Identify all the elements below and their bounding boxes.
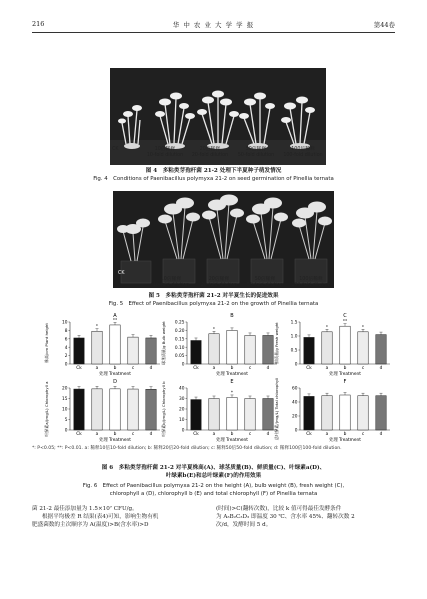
fig6-caption-cn-2: 叶绿素b(E)和总叶绿素(F)的作用效果 — [165, 473, 262, 479]
bar-b — [227, 330, 237, 364]
y-tick-label: 0 — [294, 362, 298, 368]
y-tick-label: 0 — [294, 428, 298, 434]
fig6-caption-en-1: Fig. 6 Effect of Paenibacillus polymyxa 21-2 on the height (A), bulb weight (B), fresh weight (C), — [82, 483, 345, 489]
panel-letter: A — [113, 313, 117, 319]
x-axis-label: 处理 Treatment — [329, 438, 361, 443]
y-tick-label: 40 — [292, 400, 298, 406]
fig4-label-100: 100倍稀释 100-fold dilution — [283, 147, 323, 158]
y-tick-label: 0 — [181, 362, 185, 368]
chart-panel-E — [161, 379, 277, 443]
body-right-line-2: 为 A₃B₂C₃D₃ 即温度 30 ℃、含水率 45%、翻转次数 2 — [216, 514, 355, 520]
y-tick-label: 0 — [64, 362, 68, 368]
y-tick-label: 5 — [64, 418, 68, 424]
bar-d — [376, 396, 386, 430]
y-axis-label: 叶绿素a/(mg/L) Chlorophyll a — [44, 381, 49, 437]
x-axis-label: 处理 Treatment — [99, 438, 131, 443]
bar-d — [376, 335, 386, 364]
chart-panel-C — [274, 313, 390, 377]
x-tick-label: c — [131, 432, 135, 437]
x-tick-label: a — [325, 366, 329, 371]
x-tick-label: b — [343, 432, 347, 437]
y-tick-label: 1.5 — [290, 320, 298, 326]
y-tick-label: 0.25 — [174, 320, 185, 326]
y-tick-label: 8 — [64, 329, 68, 334]
page-number: 216 — [32, 20, 45, 28]
y-tick-label: 0 — [64, 428, 68, 434]
x-tick-label: b — [343, 366, 347, 371]
body-right-line-1: (时间)>C(翻转次数)，比较 k 值可得最佳发酵条件 — [216, 506, 342, 512]
y-tick-label: 30 — [179, 397, 185, 403]
fig5-label-50: 50倍稀释 50-fold dilution — [246, 277, 284, 288]
fig5-label-ck: CK — [118, 271, 125, 276]
bar-c — [358, 396, 368, 430]
y-axis-label: 叶绿素b/(mg/L) Chlorophyll b — [161, 381, 166, 437]
significance-label: * — [230, 390, 234, 396]
bar-d — [263, 399, 273, 431]
bar-a — [322, 396, 332, 430]
x-tick-label: a — [95, 366, 99, 371]
body-right-column — [216, 505, 396, 529]
bar-Ck — [74, 389, 84, 430]
x-tick-label: a — [212, 432, 216, 437]
y-tick-label: 0.20 — [174, 329, 185, 334]
bar-c — [358, 332, 368, 364]
volume-label: 第44卷 — [373, 21, 395, 29]
x-tick-label: b — [230, 432, 234, 437]
bar-d — [146, 389, 156, 430]
x-tick-label: d — [266, 366, 270, 371]
significance-label: ** — [112, 318, 118, 324]
fig6-caption-cn-1: 图 6 多粘类芽孢杆菌 21-2 对半夏株高(A)、球茎质量(B)、鲜质量(C)、叶绿素a(D)、 — [101, 465, 326, 471]
x-tick-label: b — [113, 432, 117, 437]
fig5-label-100: 100倍稀释 100-fold dilution — [291, 277, 331, 288]
chart-panel-D — [44, 379, 160, 443]
x-tick-label: c — [131, 366, 135, 371]
bar-b — [227, 397, 237, 430]
x-axis-label: 处理 Treatment — [216, 438, 248, 443]
significance-label: * — [95, 324, 99, 330]
x-tick-label: c — [361, 432, 365, 437]
x-axis-label: 处理 Treatment — [216, 372, 248, 377]
y-tick-label: 0.05 — [174, 354, 185, 360]
bar-a — [209, 399, 219, 431]
body-right-line-3: 次/d，发酵时间 5 d。 — [216, 522, 272, 528]
y-axis-label: 鲜质量/g Fresh weight — [274, 322, 279, 364]
bar-d — [146, 338, 156, 364]
bar-Ck — [304, 337, 314, 364]
x-tick-label: d — [379, 432, 383, 437]
bar-a — [209, 334, 219, 364]
panel-letter: D — [113, 379, 117, 385]
x-tick-label: b — [230, 366, 234, 371]
body-left-column — [32, 505, 210, 529]
x-tick-label: d — [149, 432, 153, 437]
y-axis-label: 球茎质量/g Bulb weight — [161, 321, 166, 365]
y-tick-label: 40 — [179, 386, 185, 392]
panel-letter: E — [230, 379, 234, 385]
y-tick-label: 0.10 — [174, 345, 185, 351]
x-tick-label: c — [248, 432, 252, 437]
bar-c — [245, 335, 255, 364]
bar-c — [128, 337, 138, 364]
bar-d — [263, 335, 273, 364]
x-tick-label: a — [212, 366, 216, 371]
fig5-label-10: 10倍稀释 10-fold dilution — [152, 277, 190, 288]
x-tick-label: c — [361, 366, 365, 371]
fig6-caption-en-2: chlorophyll a (D), chlorophyll b (E) and total chlorophyll (F) of Pinellia ternata — [109, 491, 318, 497]
figure6-charts — [32, 310, 395, 444]
y-tick-label: 2 — [64, 354, 68, 360]
bar-Ck — [304, 396, 314, 430]
bar-Ck — [191, 340, 201, 364]
y-tick-label: 20 — [62, 386, 68, 392]
fig4-caption-en: Fig. 4 Conditions of Paenibacillus polymyxa 21-2 on seed germination of Pinellia ternata — [93, 176, 334, 182]
bar-b — [340, 395, 350, 430]
bar-a — [92, 331, 102, 364]
plant-growth-image — [113, 191, 334, 288]
panel-letter: B — [230, 313, 234, 319]
y-tick-label: 20 — [292, 414, 298, 420]
y-tick-label: 0.5 — [290, 348, 298, 354]
chart-panel-B — [161, 313, 277, 377]
y-tick-label: 4 — [64, 345, 68, 351]
body-left-line-3: 肥盛菌数的主次顺序为 A(温度)>B(含水率)>D — [32, 522, 149, 528]
y-tick-label: 15 — [62, 397, 68, 403]
bar-b — [340, 326, 350, 364]
x-tick-label: Ck — [193, 432, 199, 437]
y-tick-label: 0 — [181, 428, 185, 434]
fig4-caption-cn: 图 4 多粘类芽孢杆菌 21-2 处理下半夏种子萌发情况 — [145, 168, 282, 174]
y-tick-label: 60 — [292, 386, 298, 392]
bar-b — [110, 389, 120, 430]
y-tick-label: 20 — [179, 407, 185, 413]
fig4-label-20: 20倍稀释 20-fold dilution — [191, 147, 229, 158]
y-tick-label: 10 — [62, 407, 68, 413]
panel-letter: C — [343, 313, 347, 319]
y-axis-label: 总叶绿素/(mg/L) Total chlorophyll — [274, 377, 279, 441]
panel-letter: F — [343, 379, 347, 385]
x-tick-label: c — [248, 366, 252, 371]
x-tick-label: Ck — [76, 366, 82, 371]
fig6-note: *: P<0.05; **: P<0.01. a: 稀释10倍10-fold dilution; b: 稀释20倍20-fold dilution; c: 稀释50倍50-fold dilution; d: 稀释100倍100-fold dilution. — [32, 446, 342, 451]
bar-b — [110, 325, 120, 364]
x-tick-label: Ck — [193, 366, 199, 371]
significance-label: * — [212, 327, 216, 333]
bar-a — [322, 332, 332, 364]
chart-panel-A — [44, 313, 160, 377]
x-tick-label: d — [149, 366, 153, 371]
body-left-line-2: 根据平均极差 R 结果(表4)可知，影响生物有机 — [42, 514, 159, 520]
fig4-label-50: 50倍稀释 50-fold dilution — [237, 147, 275, 158]
x-axis-label: 处理 Treatment — [329, 372, 361, 377]
y-axis-label: 株高/cm Plant height — [44, 323, 49, 363]
significance-label: ** — [342, 319, 348, 325]
body-left-line-1: 菌 21-2 最佳添加量为 1.5×10⁷ CFU/g。 — [32, 506, 138, 512]
bar-Ck — [191, 400, 201, 430]
x-axis-label: 处理 Treatment — [99, 372, 131, 377]
fig5-caption-cn: 图 5 多粘类芽孢杆菌 21-2 对半夏生长的促进效果 — [148, 293, 279, 299]
x-tick-label: Ck — [306, 432, 312, 437]
fig4-label-10: 10倍稀释 10-fold dilution — [146, 147, 184, 158]
x-tick-label: a — [95, 432, 99, 437]
journal-title: 华 中 农 业 大 学 学 报 — [172, 21, 255, 29]
y-tick-label: 6 — [64, 337, 68, 343]
fig5-caption-en: Fig. 5 Effect of Paenibacillus polymyxa 21-2 on the growth of Pinellia ternata — [108, 301, 319, 307]
fig5-label-20: 20倍稀释 20-fold dilution — [200, 277, 238, 288]
x-tick-label: a — [325, 432, 329, 437]
chart-panel-F — [274, 378, 390, 443]
bar-c — [245, 399, 255, 431]
y-tick-label: 0.15 — [174, 337, 185, 343]
fig4-label-ck: CK — [112, 147, 119, 152]
y-tick-label: 10 — [179, 418, 185, 424]
x-tick-label: d — [266, 432, 270, 437]
significance-label: * — [361, 325, 365, 331]
bar-a — [92, 389, 102, 430]
x-tick-label: Ck — [76, 432, 82, 437]
y-tick-label: 1.0 — [290, 334, 298, 340]
bar-Ck — [74, 338, 84, 364]
x-tick-label: d — [379, 366, 383, 371]
figure5-photo — [113, 191, 334, 288]
x-tick-label: b — [113, 366, 117, 371]
x-tick-label: Ck — [306, 366, 312, 371]
y-tick-label: 10 — [62, 320, 68, 326]
significance-label: * — [325, 325, 329, 331]
header-rule — [32, 32, 395, 33]
bar-c — [128, 389, 138, 430]
